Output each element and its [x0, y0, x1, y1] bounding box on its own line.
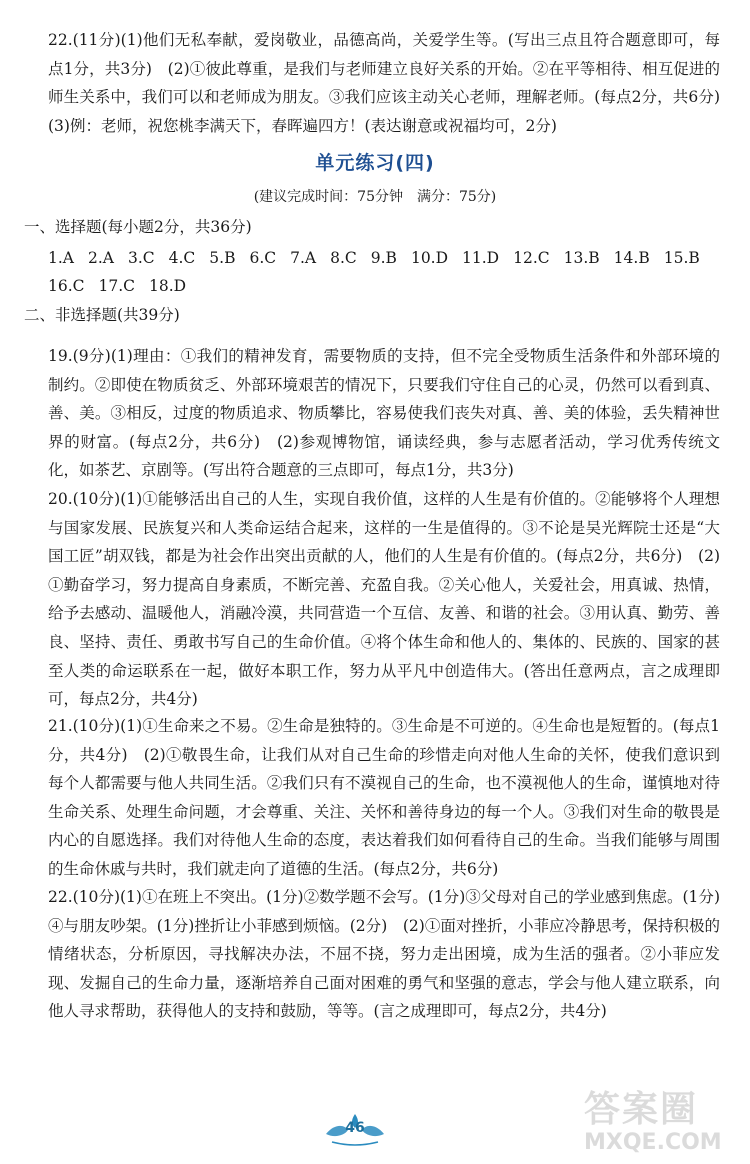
q22-previous-answer: 22.(11分)(1)他们无私奉献，爱岗敬业，品德高尚，关爱学生等。(写出三点且符合题意即可，每点1分，共3分) (2)①彼此尊重，是我们与老师建立良好关系的开始。②在平等相待、相互促进的师生关系中，我们可以和老师成为朋友。③我们应该主动关心老师，理解老师。(每点2分，共6分) (3)例：老师，祝您桃李满天下，春晖遍四方！(表达谢意或祝福均可，2分)	[48, 31, 736, 135]
answer-item: 13.B	[563, 249, 600, 267]
answer-item: 2.A	[87, 249, 114, 267]
q22-answer: 22.(10分)(1)①在班上不突出。(1分)②数学题不会写。(1分)③父母对自己的学业感到焦虑。(1分)④与朋友吵架。(1分)挫折让小菲感到烦恼。(2分) (2)①面对挫折，小菲应冷静思考，保持积极的情绪状态，分析原因，寻找解决办法，不屈不挠，努力走出困境，成为生活的强者。②小菲应发现、发掘自己的生命力量，逐渐培养自己面对困难的勇气和坚强的意志，学会与他人建立联系，向他人寻求帮助，获得他人的支持和鼓励，等等。(言之成理即可，每点2分，共4分)	[48, 888, 720, 1021]
answer-item: 11.D	[462, 249, 500, 267]
q20-answer: 20.(10分)(1)①能够活出自己的人生，实现自我价值，这样的人生是有价值的。②能够将个人理想与国家发展、民族复兴和人类命运结合起来，这样的一生是值得的。③不论是吴光辉院士还是“大国工匠”胡双钱，都是为社会作出突出贡献的人，他们的人生是有价值的。(每点2分，共6分) (2)①勤奋学习，努力提高自身素质，不断完善、充盈自我。②关心他人，关爱社会，用真诚、热情，给予去感动、温暖他人，消融冷漠，共同营造一个互信、友善、和谐的社会。③用认真、勤劳、善良、坚持、责任、勇敢书写自己的生命价值。④将个体生命和他人的、集体的、民族的、国家的甚至人类的命运联系在一起，做好本职工作，努力从平凡中创造伟大。(答出任意两点，言之成理即可，每点2分，共4分)	[48, 490, 720, 709]
section-choice-heading: 一、选择题(每小题2分，共36分)	[24, 218, 252, 236]
answer-item: 9.B	[370, 249, 397, 267]
watermark-logo	[584, 1090, 744, 1160]
answer-item: 4.C	[168, 249, 196, 267]
answer-item: 15.B	[663, 249, 700, 267]
watermark-url: MXQE.COM	[584, 1130, 722, 1155]
answer-item: 7.A	[290, 249, 317, 267]
unit-subtitle: (建议完成时间：75分钟 满分：75分)	[253, 189, 497, 205]
answer-item: 3.C	[127, 249, 155, 267]
section-nonchoice-heading: 二、非选择题(共39分)	[24, 306, 180, 324]
q21-answer: 21.(10分)(1)①生命来之不易。②生命是独特的。③生命是不可逆的。④生命也是短暂的。(每点1分，共4分) (2)①敬畏生命，让我们从对自己生命的珍惜走向对他人生命的关怀，使我们意识到每个人都需要与他人共同生活。②我们只有不漠视自己的生命，也不漠视他人的生命，谨慎地对待生命关系、处理生命问题，才会尊重、关注、关怀和善待身边的每一个人。③我们对生命的敬畏是内心的自愿选择。我们对待他人生命的态度，表达着我们如何看待自己的生命。当我们能够与周围的生命休戚与共时，我们就走向了道德的生活。(每点2分，共6分)	[48, 717, 720, 878]
answer-row	[48, 272, 720, 300]
answer-item: 10.D	[410, 249, 449, 267]
answer-item: 1.A	[48, 249, 74, 267]
answer-row	[48, 244, 720, 272]
page-footer	[318, 1112, 392, 1148]
answer-item: 12.C	[513, 249, 550, 267]
answer-item: 6.C	[249, 249, 277, 267]
watermark-text: 答案圈	[584, 1089, 699, 1130]
answer-item: 17.C	[98, 277, 136, 295]
choice-answers	[48, 244, 720, 300]
unit-title: 单元练习(四)	[315, 152, 435, 174]
page-number: 46	[345, 1120, 365, 1136]
answer-item: 18.D	[149, 277, 187, 295]
answer-item: 16.C	[48, 277, 85, 295]
q19-answer: 19.(9分)(1)理由：①我们的精神发育，需要物质的支持，但不完全受物质生活条件和外部环境的制约。②即使在物质贫乏、外部环境艰苦的情况下，只要我们守住自己的心灵，仍然可以看到真、善、美。③相反，过度的物质追求、物质攀比，容易使我们丧失对真、善、美的体验，丢失精神世界的财富。(每点2分，共6分) (2)参观博物馆，诵读经典，参与志愿者活动，学习优秀传统文化，如茶艺、京剧等。(写出符合题意的三点即可，每点1分，共3分)	[48, 347, 720, 480]
answer-item: 14.B	[613, 249, 650, 267]
answer-item: 5.B	[209, 249, 236, 267]
answer-item: 8.C	[330, 249, 357, 267]
